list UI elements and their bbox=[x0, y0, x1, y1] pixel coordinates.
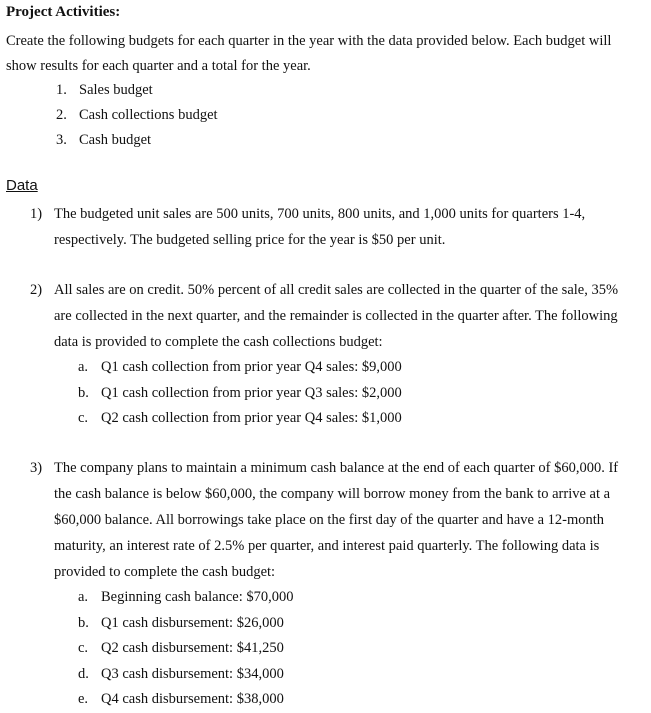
sub-item-text: Q2 cash disbursement: $41,250 bbox=[101, 640, 284, 656]
budget-list bbox=[56, 78, 218, 153]
sub-item bbox=[78, 636, 630, 662]
sub-item-text: Beginning cash balance: $70,000 bbox=[101, 589, 294, 605]
page-title: Project Activities: bbox=[6, 4, 121, 20]
sub-item-letter: c. bbox=[78, 640, 89, 656]
sub-item-text: Q4 cash disbursement: $38,000 bbox=[101, 691, 284, 707]
intro-paragraph: Create the following budgets for each quarter in the year with the data provided below. Each budget will show results for each quarter and a total for the year. bbox=[6, 33, 612, 74]
budget-number: 2. bbox=[56, 107, 67, 123]
sub-item bbox=[78, 406, 630, 432]
sub-item-text: Q1 cash collection from prior year Q4 sales: $9,000 bbox=[101, 359, 402, 375]
sub-item bbox=[78, 585, 630, 611]
budget-item bbox=[56, 78, 218, 103]
sub-item-letter: a. bbox=[78, 589, 89, 605]
sub-list bbox=[54, 585, 630, 713]
sub-item-letter: c. bbox=[78, 410, 89, 426]
data-item-text: The budgeted unit sales are 500 units, 700 units, 800 units, and 1,000 units for quarters 1-4, respectively. The budgeted selling price for the year is $50 per unit. bbox=[54, 206, 586, 248]
sub-item bbox=[78, 611, 630, 637]
sub-item-text: Q3 cash disbursement: $34,000 bbox=[101, 665, 284, 682]
budget-number: 1. bbox=[56, 82, 67, 98]
budget-number: 3. bbox=[56, 132, 67, 148]
data-item bbox=[30, 455, 630, 713]
data-item-number: 3) bbox=[30, 460, 43, 476]
sub-item-letter: b. bbox=[78, 384, 89, 401]
data-item-number: 1) bbox=[30, 206, 43, 222]
data-item-text: The company plans to maintain a minimum cash balance at the end of each quarter of $60,000. If the cash balance is below $60,000, the company will borrow money from the bank to arrive at a $60,000 balance. All borrowings take place on the first day of the quarter and have a 12-month maturity, an interest rate of 2.5% per quarter, and interest paid quarterly. The following data is provided to complete the cash budget: bbox=[54, 460, 619, 580]
data-heading: Data bbox=[6, 177, 38, 194]
budget-item bbox=[56, 128, 218, 153]
sub-item-text: Q1 cash collection from prior year Q3 sales: $2,000 bbox=[101, 384, 402, 401]
sub-item-letter: e. bbox=[78, 691, 89, 707]
sub-item-text: Q2 cash collection from prior year Q4 sales: $1,000 bbox=[101, 410, 402, 426]
data-item-number: 2) bbox=[30, 282, 43, 298]
sub-item-letter: d. bbox=[78, 665, 89, 682]
budget-label: Cash budget bbox=[79, 132, 152, 148]
sub-item bbox=[78, 381, 630, 407]
sub-item-text: Q1 cash disbursement: $26,000 bbox=[101, 614, 284, 631]
data-item-text: All sales are on credit. 50% percent of all credit sales are collected in the quarter of the sale, 35% are collected in the next quarter, and the remainder is collected in the quarter after. The following data is provided to complete the cash collections budget: bbox=[54, 282, 619, 350]
budget-label: Sales budget bbox=[79, 82, 153, 98]
sub-item bbox=[78, 662, 630, 688]
data-item bbox=[30, 201, 630, 253]
sub-item-letter: a. bbox=[78, 359, 89, 375]
data-item bbox=[30, 277, 630, 432]
sub-item bbox=[78, 687, 630, 713]
sub-list bbox=[54, 355, 630, 432]
budget-item bbox=[56, 103, 218, 128]
budget-label: Cash collections budget bbox=[79, 107, 218, 123]
sub-item bbox=[78, 355, 630, 381]
sub-item-letter: b. bbox=[78, 614, 89, 631]
